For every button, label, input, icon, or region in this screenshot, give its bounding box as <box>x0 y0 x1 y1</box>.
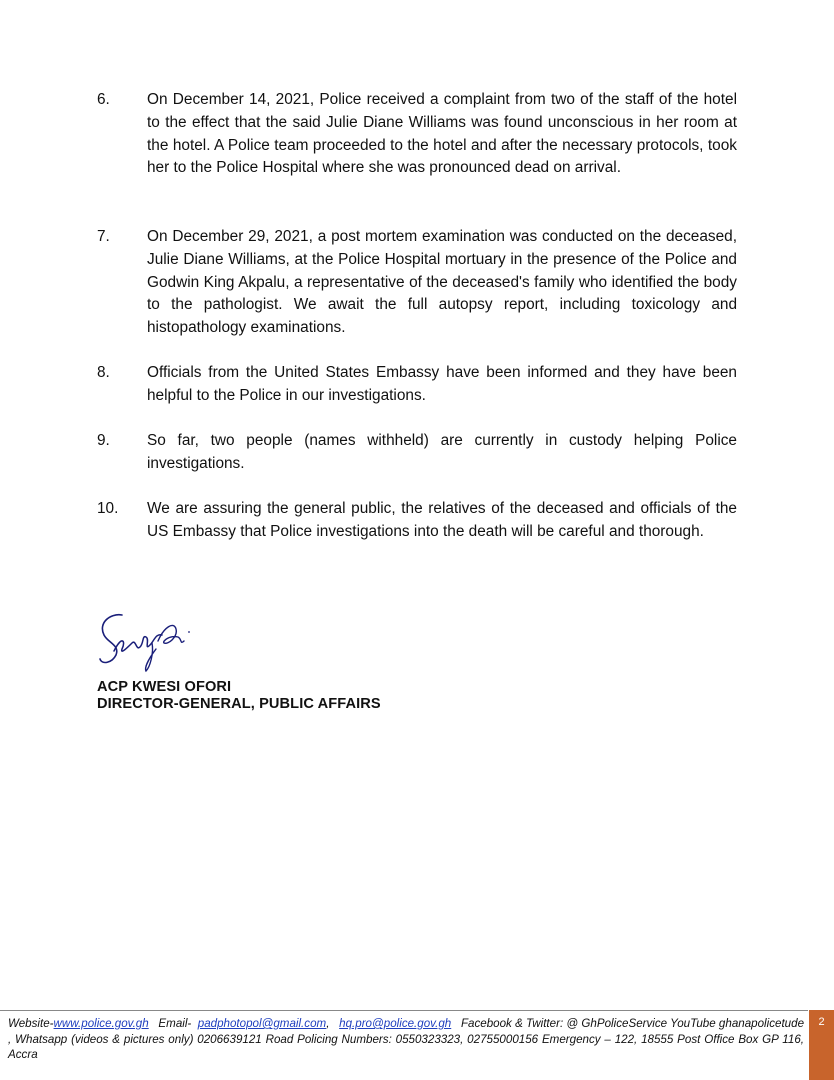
footer-contact <box>8 1016 804 1063</box>
numbered-item-9 <box>97 430 737 476</box>
item-text: On December 14, 2021, Police received a complaint from two of the staff of the hotel to the effect that the said Julie Diane Williams was found unconscious in her room at the hotel. A Police team proceeded to the hotel and after the necessary protocols, took her to the Police Hospital where she was pronounced dead on arrival. <box>147 91 737 177</box>
item-text: So far, two people (names withheld) are currently in custody helping Police investigations. <box>147 432 737 472</box>
item-text: Officials from the United States Embassy have been informed and they have been helpful to the Police in our investigations. <box>147 364 737 404</box>
signatory-title: DIRECTOR-GENERAL, PUBLIC AFFAIRS <box>97 696 381 712</box>
numbered-item-7 <box>97 226 737 340</box>
website-link[interactable]: www.police.gov.gh <box>53 1017 149 1030</box>
email-separator: , <box>326 1017 330 1030</box>
email-link-padphotopol[interactable]: padphotopol@gmail.com <box>197 1017 327 1030</box>
item-number: 6. <box>97 91 110 108</box>
item-number: 8. <box>97 364 110 381</box>
email-label: Email- <box>158 1017 192 1030</box>
numbered-item-6 <box>97 89 737 180</box>
page-number-badge: 2 <box>809 1010 834 1080</box>
item-text: On December 29, 2021, a post mortem examination was conducted on the deceased, Julie Diane Williams, at the Police Hospital mortuary in the presence of the Police and Godwin King Akpalu, a representative of the deceased's family who identified the body to the pathologist. We await the full autopsy report, including toxicology and histopathology examinations. <box>147 228 737 337</box>
numbered-item-8 <box>97 362 737 408</box>
item-number: 10. <box>97 500 119 517</box>
signatory-name: ACP KWESI OFORI <box>97 679 232 695</box>
social-contact-text: Facebook & Twitter: @ GhPoliceService YouTube ghanapolicetude , Whatsapp (videos & pictures only) 0206639121 Road Policing Numbers: 0550323323, 02755000156 Emergency – 122, 18555 Post Office Box GP 116, Accra <box>8 1017 805 1062</box>
item-number: 9. <box>97 432 110 449</box>
item-number: 7. <box>97 228 110 245</box>
handwritten-signature <box>92 605 202 675</box>
footer-divider <box>0 1010 808 1011</box>
item-text: We are assuring the general public, the relatives of the deceased and officials of the US Embassy that Police investigations into the death will be careful and thorough. <box>147 500 737 540</box>
email-link-hq-pro[interactable]: hq.pro@police.gov.gh <box>339 1017 452 1030</box>
website-label: Website- <box>8 1017 54 1030</box>
numbered-item-10 <box>97 498 737 544</box>
